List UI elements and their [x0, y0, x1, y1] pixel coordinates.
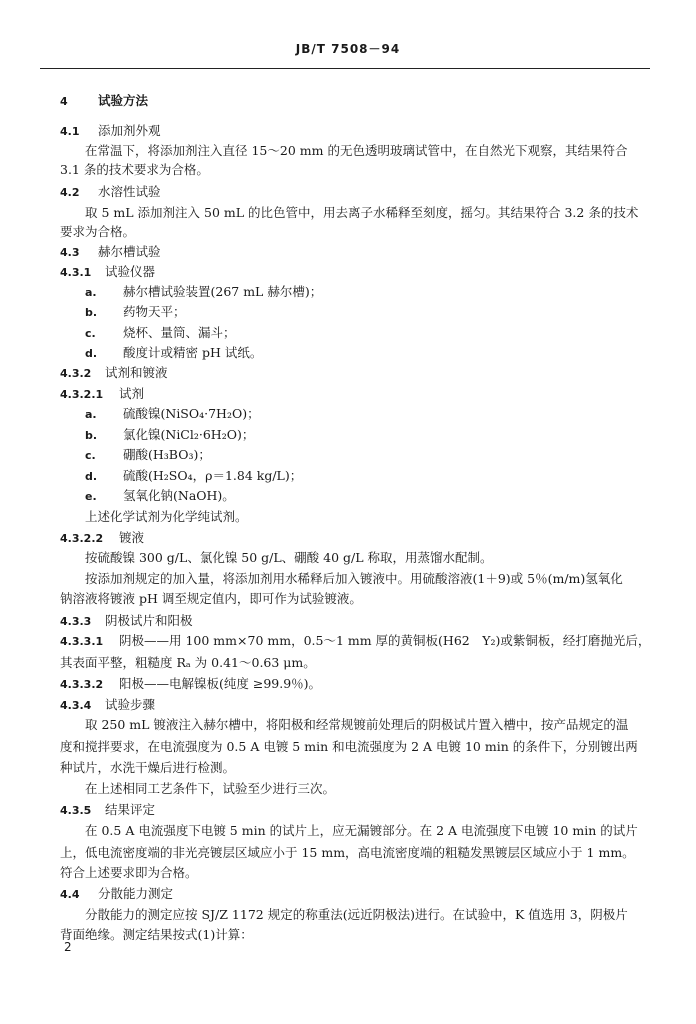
line-text: 上，低电流密度端的非光亮镀层区域应小于 15 mm，高电流密度端的粗糙发黑镀层区域应小于 1 mm。: [60, 845, 635, 860]
section-number: a.: [85, 408, 97, 421]
text-line: [85, 549, 493, 567]
line-text: 结果评定: [105, 802, 156, 817]
line-text: 赫尔槽试验: [98, 244, 161, 259]
line-text: 上述化学试剂为化学纯试剂。: [85, 509, 248, 524]
section-number: d.: [85, 470, 98, 483]
text-line: [85, 487, 235, 506]
section-number: b.: [85, 429, 98, 442]
text-line: [60, 529, 144, 548]
text-line: [85, 780, 335, 798]
text-line: [60, 223, 135, 241]
line-text: 按硫酸镍 300 g/L、氯化镍 50 g/L、硼酸 40 g/L 称取，用蒸馏水配制。: [85, 550, 493, 565]
line-text: 阴极——用 100 mm×70 mm，0.5～1 mm 厚的黄铜板(H62 Y₂)或紫铜板，经打磨抛光后，: [119, 633, 651, 648]
text-line: [85, 906, 628, 924]
section-number: 4.2: [60, 186, 80, 199]
text-line: [60, 92, 148, 111]
line-text: 在 0.5 A 电流强度下电镀 5 min 的试片上，应无漏镀部分。在 2 A 电流强度下电镀 10 min 的试片: [85, 823, 638, 838]
line-text: 其表面平整，粗糙度 Rₐ 为 0.41～0.63 μm。: [60, 655, 316, 670]
section-number: b.: [85, 306, 98, 319]
line-text: 背面绝缘。测定结果按式(1)计算：: [60, 927, 253, 942]
text-line: [85, 446, 211, 465]
text-line: [60, 243, 161, 262]
text-line: [85, 716, 628, 734]
line-text: 水溶性试验: [98, 184, 161, 199]
line-text: 硫酸(H₂SO₄，ρ＝1.84 kg/L)；: [123, 468, 303, 483]
section-number: 4: [60, 95, 68, 108]
text-line: [60, 632, 650, 651]
text-line: [60, 183, 161, 202]
text-line: [85, 344, 262, 363]
section-number: c.: [85, 327, 96, 340]
line-text: 取 5 mL 添加剂注入 50 mL 的比色管中，用去离子水稀释至刻度，摇匀。其结果符合 3.2 条的技术: [85, 205, 639, 220]
section-number: 4.3.2.2: [60, 532, 104, 545]
text-line: [60, 122, 161, 141]
text-line: [60, 759, 235, 777]
line-text: 氢氧化钠(NaOH)。: [123, 488, 235, 503]
line-text: 试验仪器: [105, 264, 156, 279]
line-text: 硼酸(H₃BO₃)；: [123, 447, 211, 462]
page-header: JB/T 7508－94: [295, 42, 401, 56]
section-number: e.: [85, 490, 97, 503]
line-text: 烧杯、量筒、漏斗；: [123, 325, 236, 340]
line-text: 分散能力测定: [98, 886, 174, 901]
text-line: [85, 570, 623, 588]
text-line: [60, 675, 321, 694]
section-number: 4.3: [60, 246, 80, 259]
text-line: [60, 801, 155, 820]
line-text: 取 250 mL 镀液注入赫尔槽中，将阳极和经常规镀前处理后的阴极试片置入槽中，按产品规定的温: [85, 717, 629, 732]
line-text: 3.1 条的技术要求为合格。: [60, 162, 209, 177]
text-line: [60, 612, 193, 631]
text-line: [60, 263, 155, 282]
section-number: c.: [85, 449, 96, 462]
section-number: 4.3.4: [60, 699, 92, 712]
line-text: 分散能力的测定应按 SJ/Z 1172 规定的称重法(远近阴极法)进行。在试验中，K 值选用 3，阴极片: [85, 907, 628, 922]
line-text: 阴极试片和阳极: [105, 613, 193, 628]
text-line: [60, 738, 638, 756]
line-text: 在常温下，将添加剂注入直径 15～20 mm 的无色透明玻璃试管中，在自然光下观察，其结果符合: [85, 143, 628, 158]
section-number: 4.3.3.1: [60, 635, 104, 648]
section-number: 4.4: [60, 888, 80, 901]
section-number: 4.3.1: [60, 266, 92, 279]
line-text: 符合上述要求即为合格。: [60, 865, 198, 880]
text-line: [85, 204, 638, 222]
line-text: 试验步骤: [105, 697, 156, 712]
line-text: 硫酸镍(NiSO₄·7H₂O)；: [123, 406, 260, 421]
text-line: [85, 426, 254, 445]
line-text: 赫尔槽试验装置(267 mL 赫尔槽)；: [123, 284, 323, 299]
line-text: 药物天平；: [123, 304, 186, 319]
line-text: 试剂: [119, 386, 145, 401]
line-text: 镀液: [119, 530, 145, 545]
text-line: [60, 161, 209, 179]
line-text: 试剂和镀液: [105, 365, 168, 380]
text-line: [85, 467, 302, 486]
text-line: [60, 385, 144, 404]
line-text: 阳极——电解镍板(纯度 ≥99.9％)。: [119, 676, 322, 691]
text-line: [60, 590, 362, 608]
text-line: [60, 926, 253, 944]
line-text: 按添加剂规定的加入量，将添加剂用水稀释后加入镀液中。用硫酸溶液(1＋9)或 5％(m/m)氢氧化: [85, 571, 623, 586]
section-number: 4.3.2.1: [60, 388, 104, 401]
text-line: [60, 885, 173, 904]
text-line: [60, 654, 316, 672]
text-line: [60, 364, 168, 383]
header-rule: [40, 68, 650, 69]
line-text: 试验方法: [98, 93, 149, 108]
line-text: 要求为合格。: [60, 224, 136, 239]
page-number: 2: [64, 940, 72, 954]
line-text: 在上述相同工艺条件下，试验至少进行三次。: [85, 781, 336, 796]
text-line: [85, 405, 260, 424]
text-line: [60, 844, 635, 862]
text-line: [85, 283, 322, 302]
section-number: a.: [85, 286, 97, 299]
line-text: 酸度计或精密 pH 试纸。: [123, 345, 263, 360]
text-line: [85, 142, 627, 160]
section-number: 4.3.3.2: [60, 678, 104, 691]
text-line: [60, 696, 155, 715]
line-text: 氯化镍(NiCl₂·6H₂O)；: [123, 427, 255, 442]
section-number: 4.1: [60, 125, 80, 138]
text-line: [85, 508, 248, 526]
section-number: 4.3.5: [60, 804, 92, 817]
section-number: d.: [85, 347, 98, 360]
text-line: [60, 864, 198, 882]
section-number: 4.3.2: [60, 367, 92, 380]
line-text: 度和搅拌要求，在电流强度为 0.5 A 电镀 5 min 和电流强度为 2 A 电镀 10 min 的条件下，分别镀出两: [60, 739, 638, 754]
line-text: 钠溶液将镀液 pH 调至规定值内，即可作为试验镀液。: [60, 591, 362, 606]
line-text: 添加剂外观: [98, 123, 161, 138]
text-line: [85, 303, 186, 322]
text-line: [85, 324, 236, 343]
line-text: 种试片，水洗干燥后进行检测。: [60, 760, 236, 775]
section-number: 4.3.3: [60, 615, 92, 628]
text-line: [85, 822, 638, 840]
